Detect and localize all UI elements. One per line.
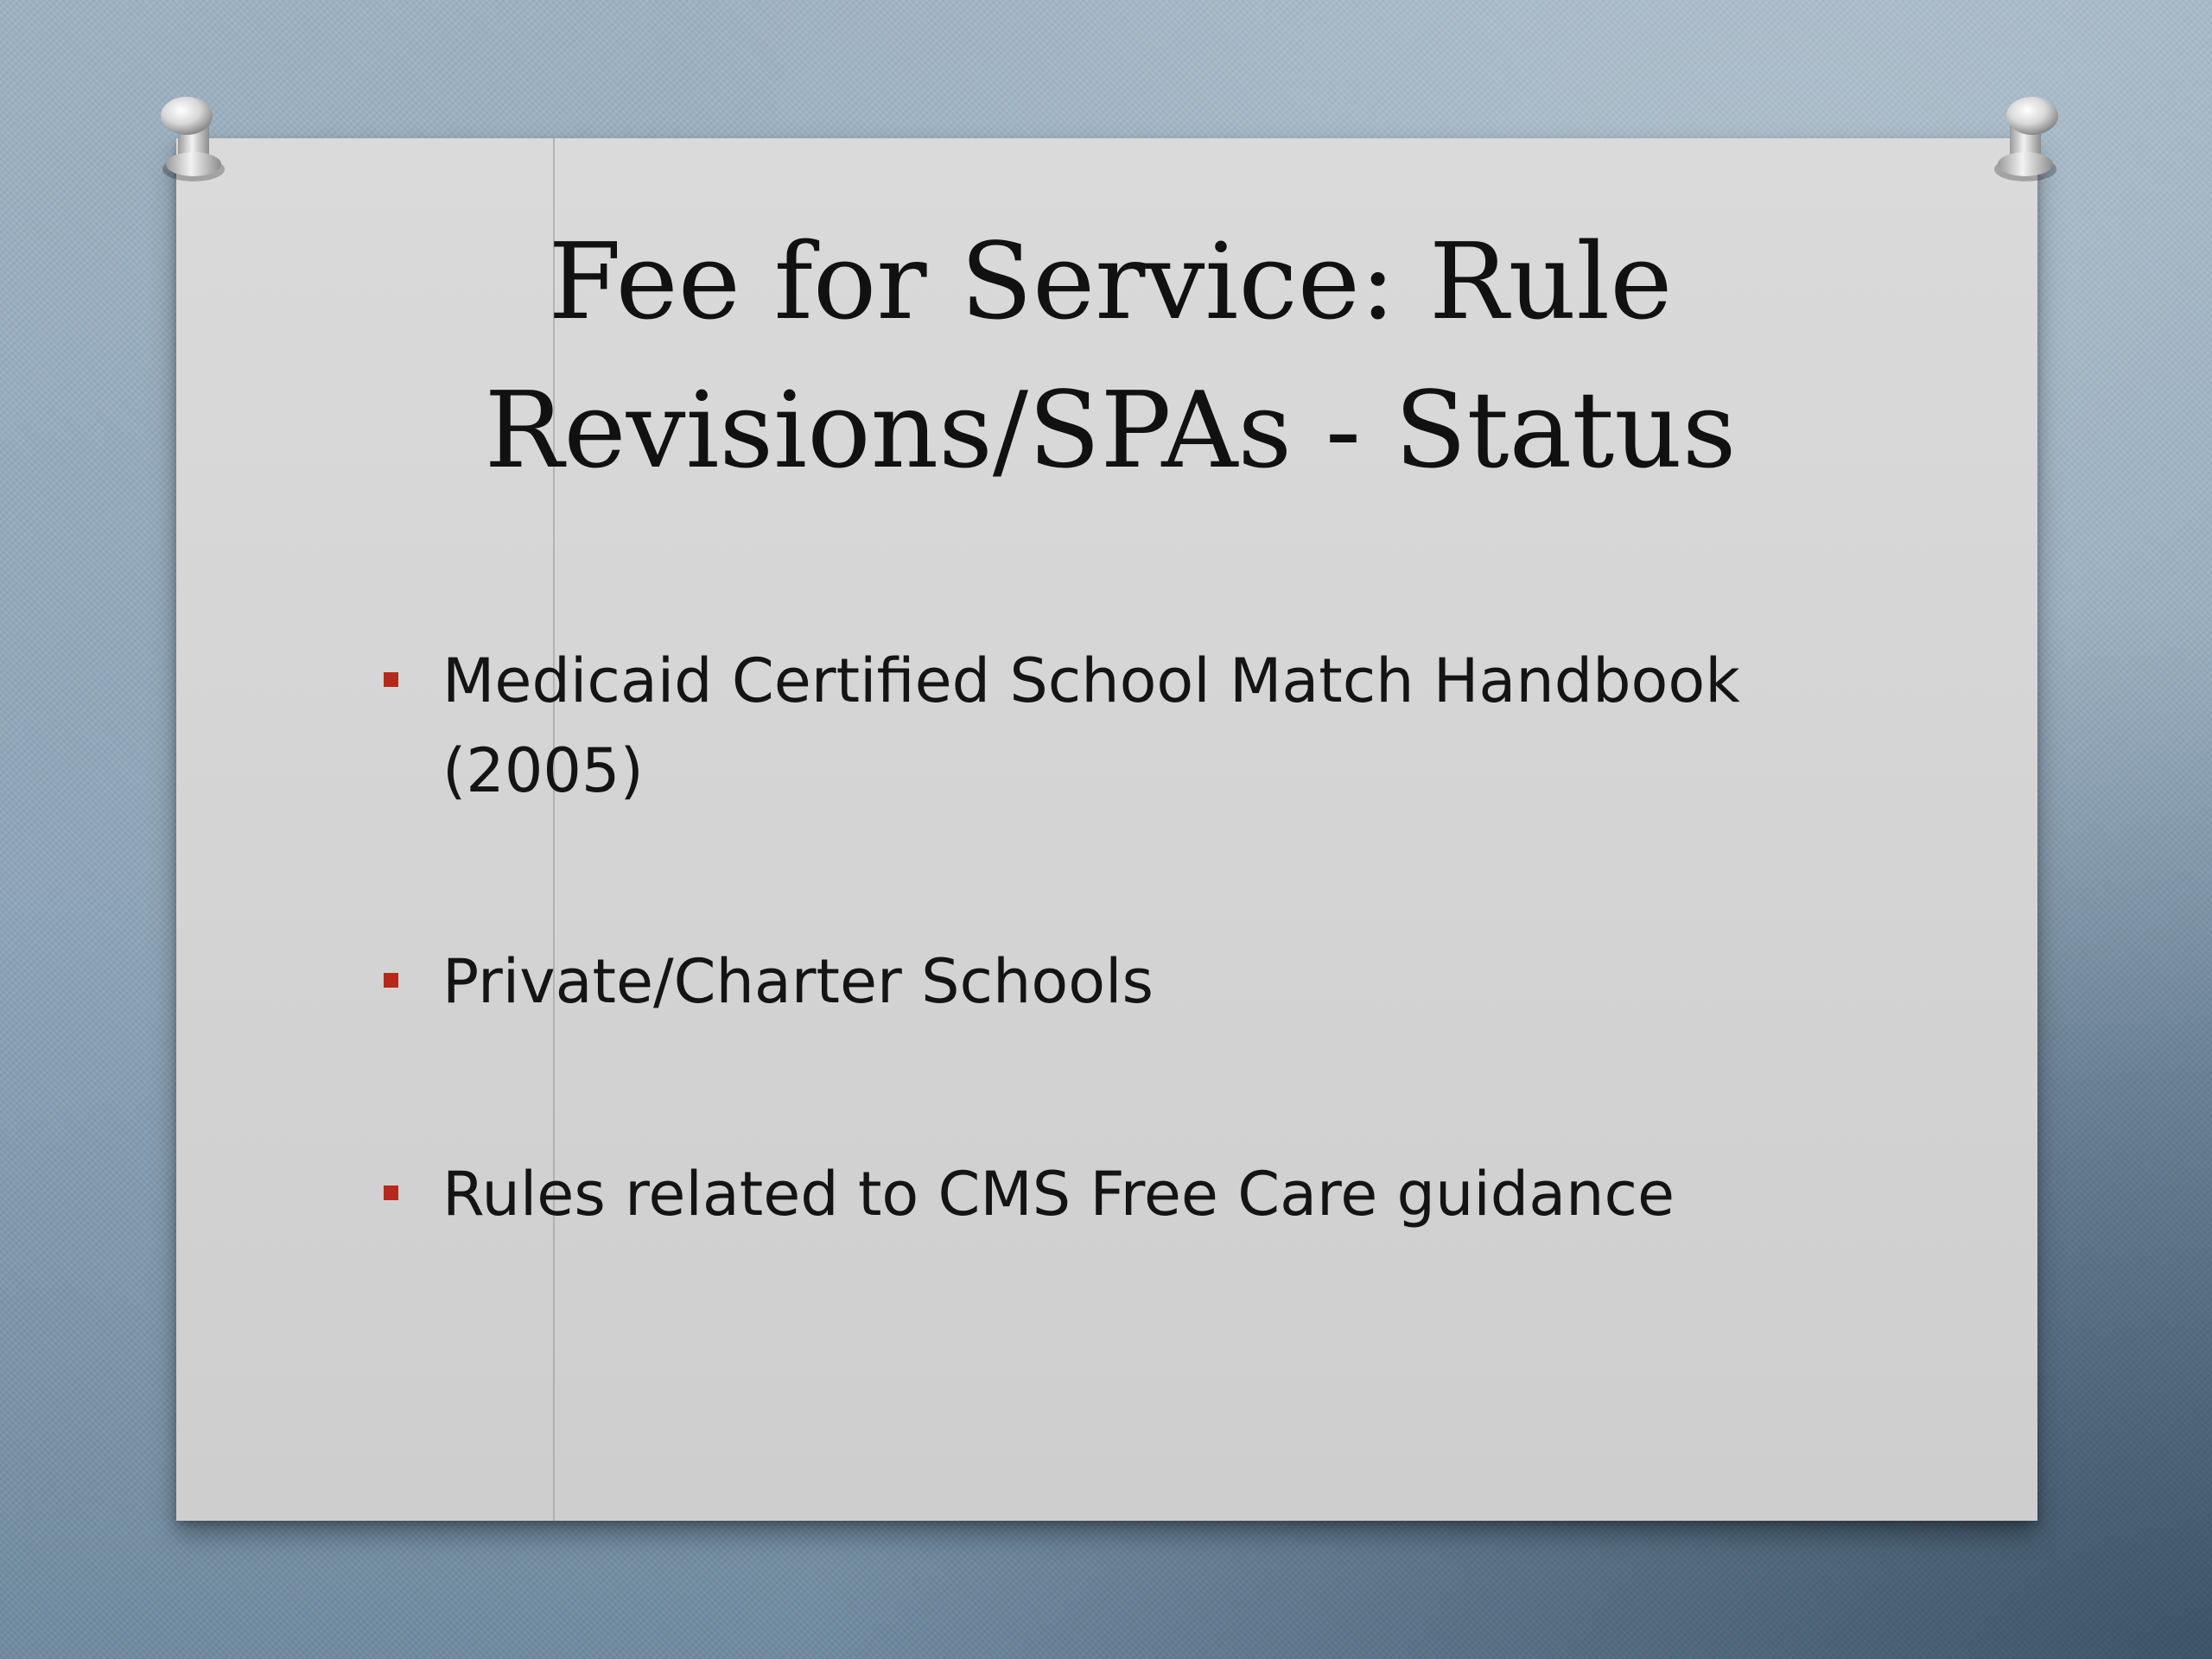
- bullet-text: Private/Charter Schools: [442, 946, 1154, 1017]
- bullet-text: [442, 636, 1842, 816]
- slide-title-line-2: Revisions/SPAs - Status: [484, 369, 1737, 492]
- bullet-square-icon: [384, 973, 398, 988]
- bullet-square-icon: [384, 672, 398, 687]
- bullet-text: Rules related to CMS Free Care guidance: [442, 1159, 1675, 1230]
- push-pin-icon: [1987, 90, 2067, 185]
- bullet-square-icon: [384, 1185, 398, 1200]
- bullet-text-line-1: Medicaid Certified School Match Handbook: [442, 645, 1740, 716]
- slide-title-line-1: Fee for Service: Rule: [548, 220, 1673, 343]
- push-pin-icon: [152, 90, 232, 185]
- bullet-text-line-2: (2005): [442, 735, 644, 806]
- slide-title: [285, 207, 1936, 505]
